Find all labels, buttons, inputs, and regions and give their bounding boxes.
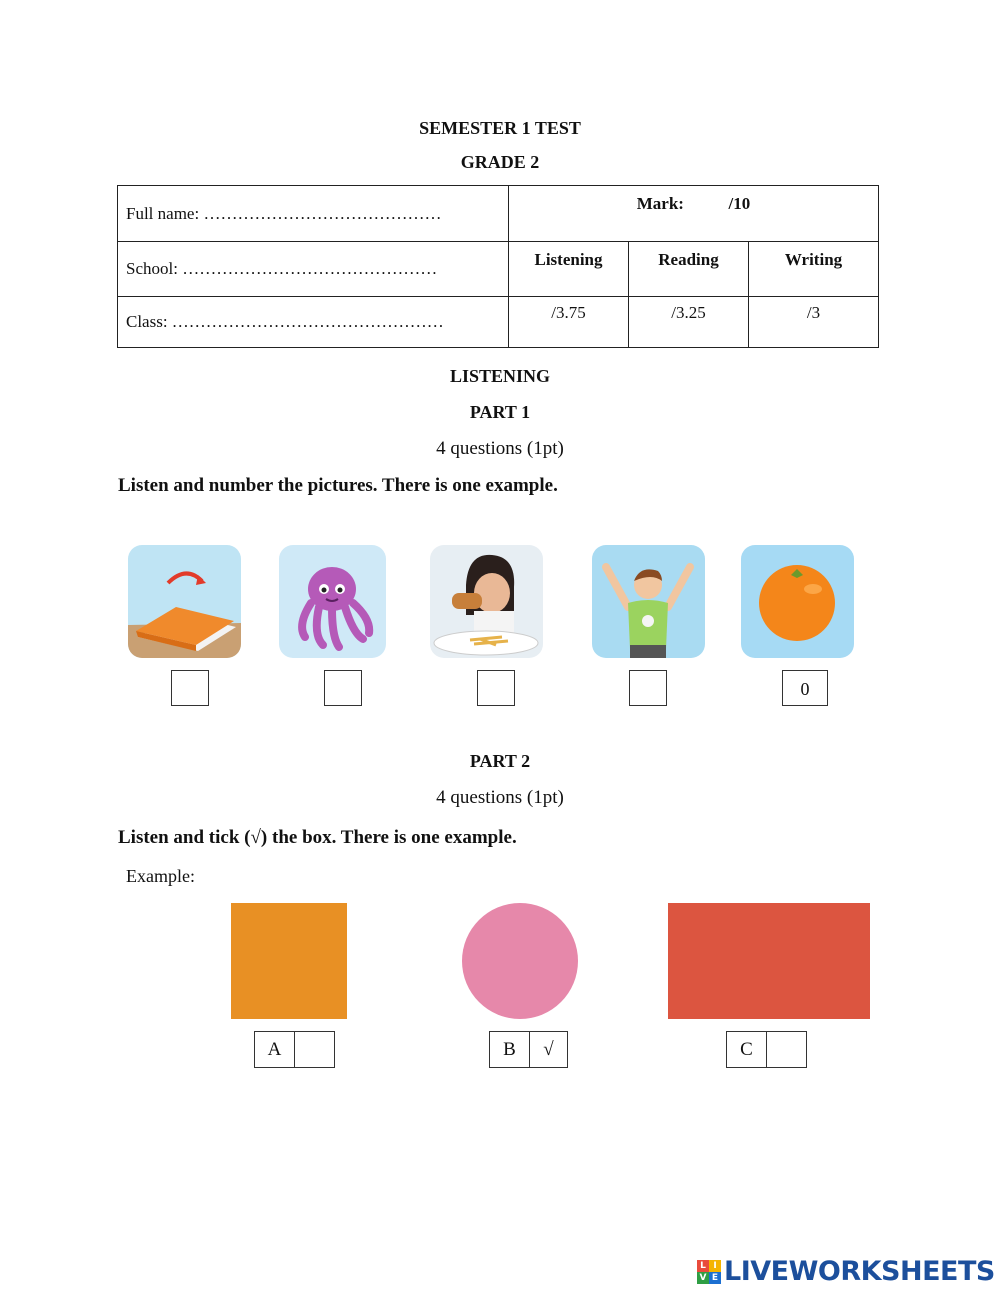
part1-subtitle: 4 questions (1pt): [436, 438, 564, 459]
happy-boy-icon: [592, 545, 705, 658]
listening-score: /3.75: [509, 297, 629, 348]
logo-letter-i: I: [709, 1260, 721, 1272]
book-icon: [128, 545, 241, 658]
student-info-table: [117, 185, 879, 348]
option-c-tick[interactable]: [766, 1032, 806, 1067]
part1-instruction: Listen and number the pictures. There is one example.: [118, 475, 558, 496]
option-b-box[interactable]: [489, 1031, 568, 1068]
octopus-icon: [279, 545, 386, 658]
logo-mark-icon: [697, 1260, 721, 1284]
answer-box-1[interactable]: [171, 670, 209, 706]
reading-header: Reading: [629, 242, 749, 297]
logo-letter-e: E: [709, 1272, 721, 1284]
part2-subtitle: 4 questions (1pt): [436, 787, 564, 808]
answer-box-3[interactable]: [477, 670, 515, 706]
option-c-box[interactable]: [726, 1031, 807, 1068]
part2-instruction: Listen and tick (√) the box. There is one example.: [118, 827, 517, 848]
logo-letter-v: V: [697, 1272, 709, 1284]
option-b-letter: B: [503, 1039, 516, 1060]
mark-total: /10: [728, 194, 751, 213]
red-rectangle-shape: [668, 903, 870, 1019]
pink-circle-shape: [462, 903, 578, 1019]
logo-text: LIVEWORKSHEETS: [724, 1256, 995, 1287]
test-title: SEMESTER 1 TEST: [419, 118, 581, 138]
school-field[interactable]: School: ………………………………………: [118, 242, 509, 297]
mark-cell: [509, 186, 879, 242]
reading-score: /3.25: [629, 297, 749, 348]
orange-icon: [741, 545, 854, 658]
liveworksheets-logo: [697, 1256, 995, 1287]
answer-box-4[interactable]: [629, 670, 667, 706]
option-a-tick[interactable]: [294, 1032, 334, 1067]
writing-score: /3: [749, 297, 879, 348]
option-a-box[interactable]: [254, 1031, 335, 1068]
class-field[interactable]: Class: …………………………………………: [118, 297, 509, 348]
full-name-field[interactable]: Full name: ……………………………………: [118, 186, 509, 242]
listening-header: Listening: [509, 242, 629, 297]
part1-title: PART 1: [469, 402, 531, 422]
mark-label: Mark:: [636, 194, 684, 213]
option-c-letter: C: [740, 1039, 753, 1060]
logo-letter-l: L: [697, 1260, 709, 1272]
listening-title: LISTENING: [449, 366, 551, 386]
eating-child-icon: [430, 545, 543, 658]
example-label: Example:: [126, 866, 195, 886]
option-b-tick[interactable]: √: [529, 1032, 567, 1067]
writing-header: Writing: [749, 242, 879, 297]
orange-square-shape: [231, 903, 347, 1019]
answer-box-example: 0: [782, 670, 828, 706]
part2-title: PART 2: [469, 751, 531, 771]
option-a-letter: A: [267, 1039, 282, 1060]
grade-title: GRADE 2: [460, 152, 540, 172]
answer-box-2[interactable]: [324, 670, 362, 706]
